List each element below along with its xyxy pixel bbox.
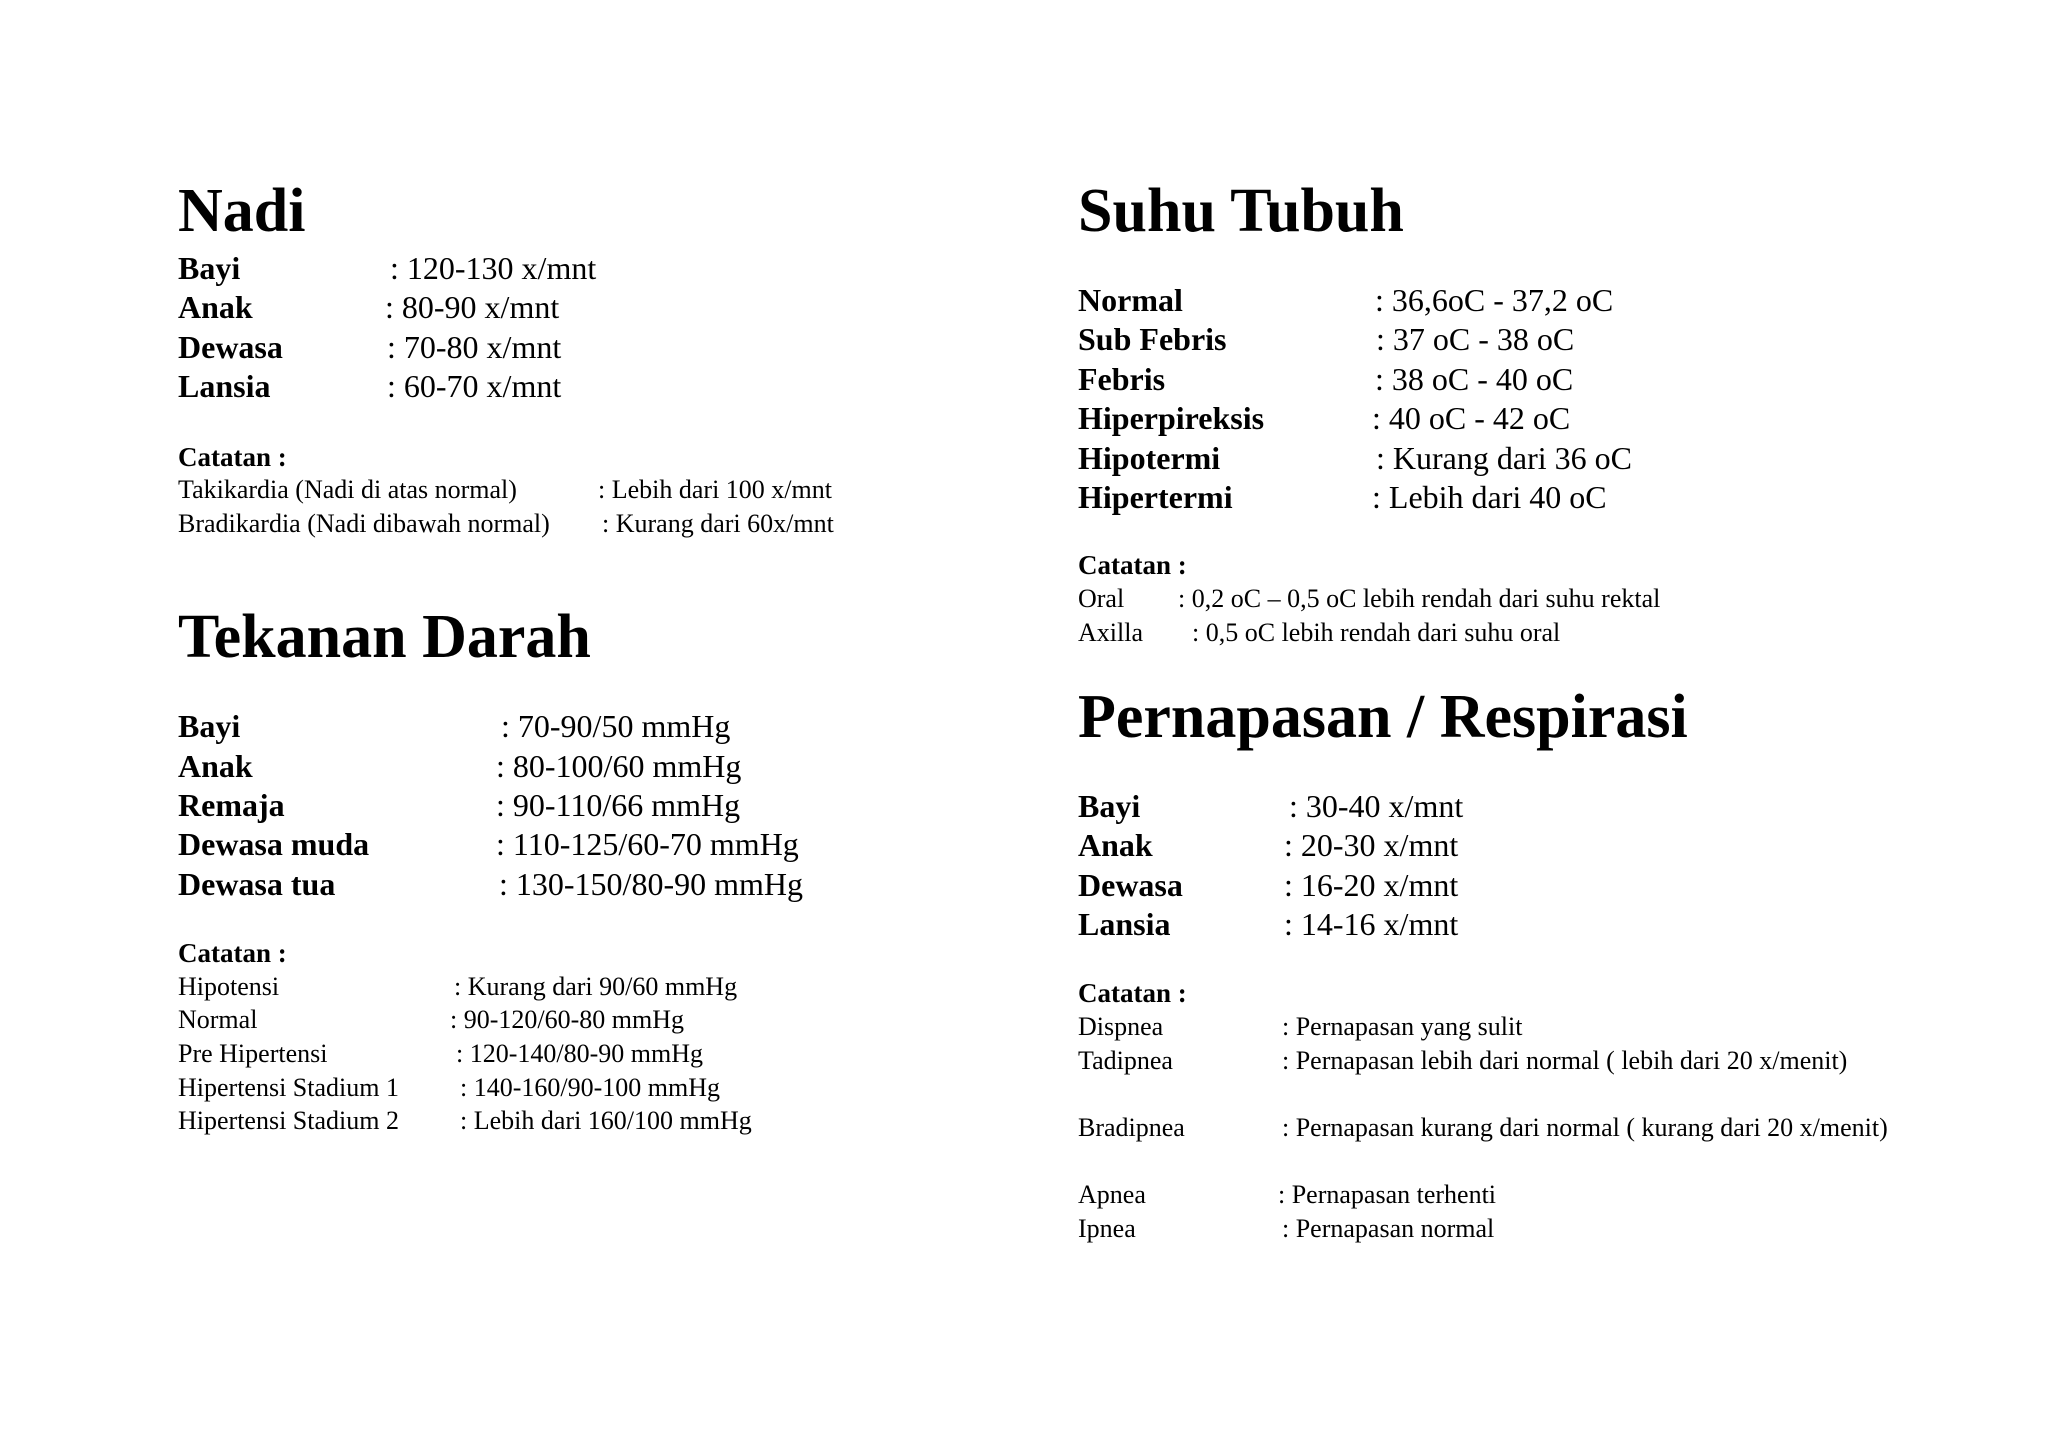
td-note-label: Hipertensi Stadium 2 [178,1106,399,1135]
napas-note-label: Tadipnea [1078,1046,1173,1075]
suhu-row-value: : 38 oC - 40 oC [1375,361,1574,397]
suhu-note-label: Axilla [1078,618,1143,647]
td-row-label: Remaja [178,787,285,823]
nadi-row-label: Lansia [178,368,271,404]
nadi-row-value: : 120-130 x/mnt [390,250,597,286]
napas-note-tadipnea [1078,1044,1894,1078]
nadi-note-value: : Kurang dari 60x/mnt [602,509,834,538]
suhu-row-label: Hipotermi [1078,440,1221,476]
napas-row-label: Anak [1078,827,1153,863]
nadi-note-label: Bradikardia (Nadi dibawah normal) [178,509,550,538]
napas-row-label: Lansia [1078,906,1171,942]
suhu-row-label: Febris [1078,361,1166,397]
nadi-heading: Nadi [178,177,306,245]
napas-row-value: : 14-16 x/mnt [1284,906,1459,942]
napas-note-value: : Pernapasan normal [1282,1214,1495,1243]
suhu-row-label: Hipertermi [1078,479,1233,515]
nadi-note-label: Takikardia (Nadi di atas normal) [178,475,517,504]
td-row-label: Dewasa tua [178,866,336,902]
napas-note-bradipnea [1078,1111,1894,1145]
napas-note-label: Ipnea [1078,1214,1136,1243]
td-row-label: Anak [178,748,253,784]
td-row-label: Bayi [178,708,241,744]
td-note-value: : Kurang dari 90/60 mmHg [454,972,738,1001]
td-row-value: : 130-150/80-90 mmHg [499,866,803,902]
nadi-row-value: : 70-80 x/mnt [387,329,562,365]
nadi-row-value: : 80-90 x/mnt [385,289,560,325]
nadi-row-value: : 60-70 x/mnt [387,368,562,404]
td-note-value: : 120-140/80-90 mmHg [456,1039,703,1068]
napas-note-label: Apnea [1078,1180,1146,1209]
suhu-row-value: : Kurang dari 36 oC [1376,440,1632,476]
suhu-row-value: : 36,6oC - 37,2 oC [1375,282,1614,318]
td-note-label: Pre Hipertensi [178,1039,328,1068]
nadi-row-label: Bayi [178,250,241,286]
td-note-title: Catatan : [178,938,287,968]
td-row-value: : 110-125/60-70 mmHg [496,826,799,862]
suhu-note-label: Oral [1078,584,1125,613]
td-row-value: : 90-110/66 mmHg [496,787,741,823]
napas-row-label: Dewasa [1078,867,1183,903]
suhu-tubuh-heading: Suhu Tubuh [1078,177,1404,245]
suhu-note-value: : 0,2 oC – 0,5 oC lebih rendah dari suhu rektal [1178,584,1661,613]
napas-note-value: : Pernapasan yang sulit [1282,1012,1523,1041]
td-row-value: : 80-100/60 mmHg [496,748,742,784]
napas-note-value: : Pernapasan kurang dari normal ( kurang dari 20 x/menit) [1282,1113,1888,1142]
suhu-note-title: Catatan : [1078,550,1187,580]
napas-note-value: : Pernapasan terhenti [1278,1180,1497,1209]
td-note-label: Hipotensi [178,972,280,1001]
td-note-label: Hipertensi Stadium 1 [178,1073,399,1102]
td-note-value: : 90-120/60-80 mmHg [450,1005,684,1034]
td-note-label: Normal [178,1005,258,1034]
napas-note-value: : Pernapasan lebih dari normal ( lebih dari 20 x/menit) [1282,1046,1848,1075]
nadi-row-label: Anak [178,289,253,325]
napas-note-label: Dispnea [1078,1012,1164,1041]
napas-row-label: Bayi [1078,788,1141,824]
suhu-row-label: Normal [1078,282,1183,318]
nadi-note-title: Catatan : [178,442,287,472]
nadi-row-label: Dewasa [178,329,283,365]
napas-row-value: : 20-30 x/mnt [1284,827,1459,863]
napas-row-value: : 16-20 x/mnt [1284,867,1459,903]
td-row-value: : 70-90/50 mmHg [501,708,731,744]
napas-row-value: : 30-40 x/mnt [1289,788,1464,824]
td-note-value: : 140-160/90-100 mmHg [460,1073,720,1102]
napas-note-title: Catatan : [1078,978,1187,1008]
suhu-note-value: : 0,5 oC lebih rendah dari suhu oral [1192,618,1561,647]
td-note-value: : Lebih dari 160/100 mmHg [460,1106,752,1135]
suhu-row-value: : 40 oC - 42 oC [1372,400,1571,436]
tekanan-darah-heading: Tekanan Darah [178,603,591,671]
suhu-row-label: Hiperpireksis [1078,400,1265,436]
td-row-label: Dewasa muda [178,826,370,862]
nadi-note-value: : Lebih dari 100 x/mnt [598,475,832,504]
suhu-row-label: Sub Febris [1078,321,1227,357]
pernapasan-heading: Pernapasan / Respirasi [1078,683,1688,751]
suhu-row-value: : 37 oC - 38 oC [1376,321,1575,357]
napas-note-label: Bradipnea [1078,1113,1185,1142]
suhu-row-value: : Lebih dari 40 oC [1372,479,1607,515]
